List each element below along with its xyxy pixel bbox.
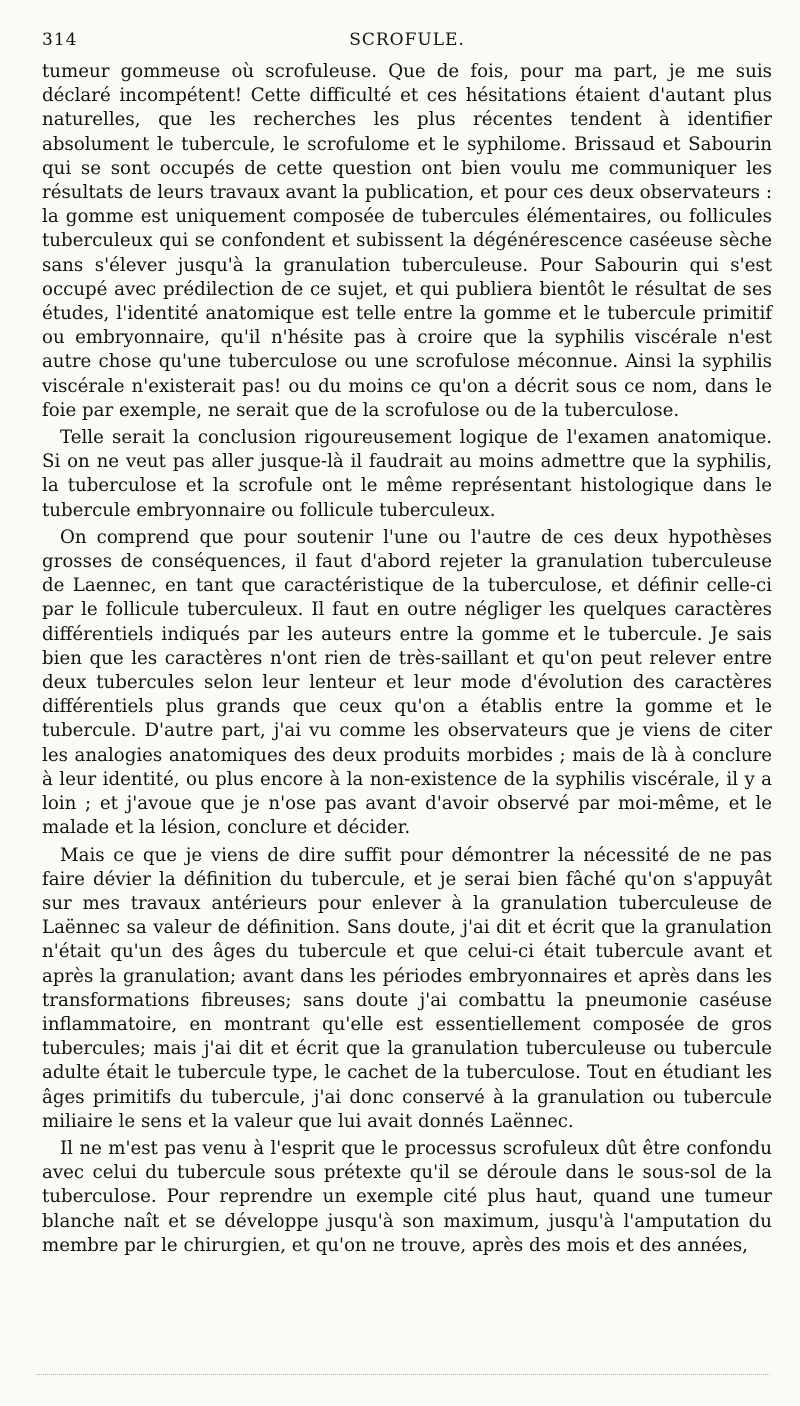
paragraph-4: Mais ce que je viens de dire suffit pour démontrer la nécessité de ne pas faire dévier la définition du tubercule, et je serai bien fâché qu'on s'appuyât sur mes travaux antérieurs pour enlever à la granulation tuberculeuse de Laënnec sa valeur de définition. Sans doute, j'ai dit et écrit que la granulation n'était qu'un des âges du tubercule et que celui-ci était tubercule avant et après la granulation; avant dans les périodes embryonnaires et après dans les transformations fibreuses; sans doute j'ai combattu la pneumonie caséuse inflammatoire, en montrant qu'elle est essentiellement composée de gros tubercules; mais j'ai dit et écrit que la granulation tuberculeuse ou tubercule adulte était le tubercule type, le cachet de la tuberculose. Tout en étudiant les âges primitifs du tubercule, j'ai donc conservé à la granulation ou tubercule miliaire le sens et la valeur que lui avait donnés Laënnec. xyxy=(42,844,772,1132)
paragraph-1: tumeur gommeuse où scrofuleuse. Que de fois, pour ma part, je me suis déclaré incompétent! Cette difficulté et ces hésitations étaient d'autant plus naturelles, que les recherches les plus récentes tendent à identifier absolument le tubercule, le scrofulome et le syphilome. Brissaud et Sabourin qui se sont occupés de cette question ont bien voulu me communiquer les résultats de leurs travaux avant la publication, et pour ces deux observateurs : la gomme est uniquement composée de tubercules élémentaires, ou follicules tuberculeux qui se confondent et subissent la dégénérescence caséeuse sèche sans s'élever jusqu'à la granulation tuberculeuse. Pour Sabourin qui s'est occupé avec prédilection de ce sujet, et qui publiera bientôt le résultat de ses études, l'identité anatomique est telle entre la gomme et le tubercule primitif ou embryonnaire, qu'il n'hésite pas à croire que la syphilis viscérale n'est autre chose qu'une tuberculose ou une scrofulose méconnue. Ainsi la syphilis viscérale n'existerait pas! ou du moins ce qu'on a décrit sous ce nom, dans le foie par exemple, ne serait que de la scrofulose ou de la tuberculose. xyxy=(42,61,772,421)
paragraph-3: On comprend que pour soutenir l'une ou l'autre de ces deux hypothèses grosses de conséquences, il faut d'abord rejeter la granulation tuberculeuse de Laennec, en tant que caractéristique de la tuberculose, et définir celle-ci par le follicule tuberculeux. Il faut en outre négliger les quelques caractères différentiels indiqués par les auteurs entre la gomme et le tubercule. Je sais bien que les caractères n'ont rien de très-saillant et qu'on peut relever entre deux tubercules selon leur lenteur et leur mode d'évolution des caractères différentiels plus grands que ceux qu'on a établis entre la gomme et le tubercule. D'autre part, j'ai vu comme les observateurs que je viens de citer les analogies anatomiques des deux produits morbides ; mais de là à conclure à leur identité, ou plus encore à la non-existence de la syphilis viscérale, il y a loin ; et j'avoue que je n'ose pas avant d'avoir observé par moi-même, et le malade et la lésion, conclure et décider. xyxy=(42,526,772,839)
running-title: SCROFULE. xyxy=(349,30,465,50)
paragraph-2: Telle serait la conclusion rigoureusement logique de l'examen anatomique. Si on ne veut pas aller jusque-là il faudrait au moins admettre que la syphilis, la tuberculose et la scrofule ont le même représentant histologique dans le tubercule embryonnaire ou follicule tuberculeux. xyxy=(42,427,772,521)
running-head xyxy=(42,30,772,60)
page-bottom-edge xyxy=(36,1374,770,1375)
body-text xyxy=(42,60,772,1258)
paragraph-5: Il ne m'est pas venu à l'esprit que le processus scrofuleux dût être confondu avec celui du tubercule sous prétexte qu'il se déroule dans le sous-sol de la tuberculose. Pour reprendre un exemple cité plus haut, quand une tumeur blanche naît et se développe jusqu'à son maximum, jusqu'à l'amputation du membre par le chirurgien, et qu'on ne trouve, après des mois et des années, xyxy=(42,1137,772,1256)
page-number: 314 xyxy=(42,30,78,50)
